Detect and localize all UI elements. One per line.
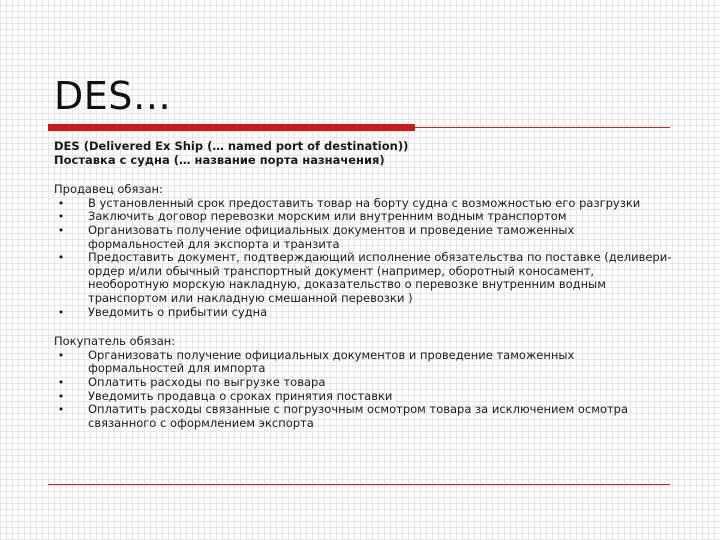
list-item-text: Оплатить расходы связанные с погрузочным осмотром товара за исключением осмотра связанного с оформлением экспорта [88,402,629,430]
term-heading-en: DES (Delivered Ex Ship (… named port of destination)) [54,139,409,153]
bullet-icon: • [57,348,65,362]
list-item [54,210,674,224]
bullet-icon: • [57,375,65,389]
buyer-section-title: Покупатель обязан: [54,334,176,349]
list-item-text: Организовать получение официальных документов и проведение таможенных формальностей для импорта [88,347,575,376]
bullet-icon: • [57,251,65,265]
term-heading-ru: Поставка с судна (… название порта назначения) [54,152,385,167]
list-item-text: Предоставить документ, подтверждающий исполнение обязательства по поставке (деливери-ордер и/или обычный транспортный документ (например, оборотный коносамент, необоротную морскую накладную, доказательство о перевозке внутренним водным транспортом или накладную смешанной перевозки ) [88,250,672,305]
list-item [54,306,674,320]
list-item-text: Заключить договор перевозки морским или внутренним водным транспортом [88,209,567,224]
bullet-icon: • [57,403,65,417]
bullet-icon: • [57,223,65,237]
list-item-text: Оплатить расходы по выгрузке товара [88,374,326,389]
footer-divider-line [48,484,670,485]
list-item-text: Уведомить о прибытии судна [88,304,268,319]
title-accent-bar [48,124,415,131]
list-item [54,390,674,404]
list-item [54,349,674,376]
list-item [54,197,674,211]
seller-obligations-list [54,197,674,319]
list-item [54,376,674,390]
bullet-icon: • [57,210,65,224]
title-divider-line [415,127,670,128]
list-item [54,251,674,305]
list-item-text: Уведомить продавца о сроках принятия поставки [88,388,393,403]
list-item-text: В установленный срок предоставить товар на борту судна с возможностью его разгрузки [88,195,641,210]
bullet-icon: • [57,389,65,403]
slide-title: DES… [54,74,172,118]
list-item-text: Организовать получение официальных документов и проведение таможенных формальностей для экспорта и транзита [88,222,575,251]
slide-body [54,140,674,430]
list-item [54,224,674,251]
list-item [54,403,674,430]
bullet-icon: • [57,196,65,210]
bullet-icon: • [57,305,65,319]
seller-section-title: Продавец обязан: [54,182,163,197]
buyer-obligations-list [54,349,674,431]
